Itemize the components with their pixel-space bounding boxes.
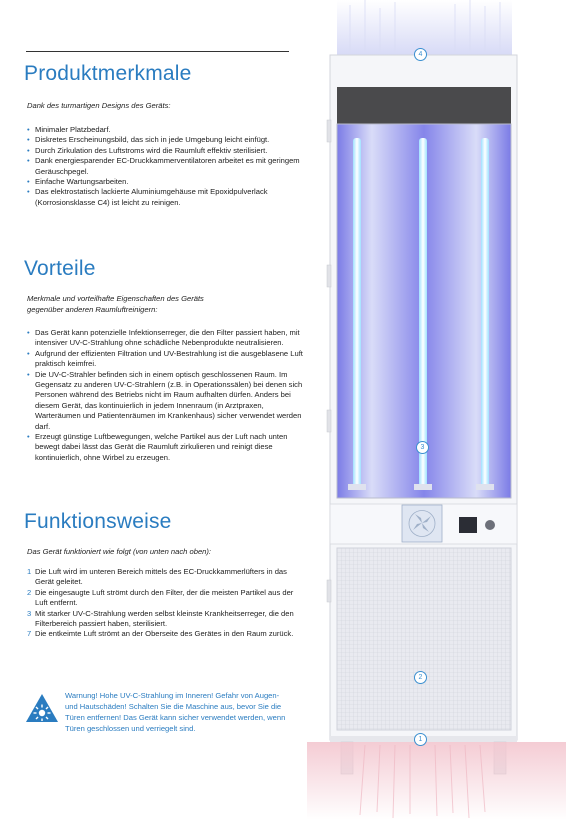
hinge: [327, 120, 331, 142]
advantages-title: Vorteile: [24, 257, 96, 280]
top-rule: [26, 51, 289, 52]
display-panel: [459, 517, 477, 533]
function-steps: [27, 567, 307, 640]
list-item: • Einfache Wartungsarbeiten.: [27, 177, 307, 187]
step-number: 2: [27, 587, 32, 597]
list-item: • Die UV-C-Strahler befinden sich in einem optisch geschlossenen Raum. Im Gegensatz zu anderen UV-C-Strahlern (z.B. in Operationssälen) bei denen sich Personen während des Betriebs nicht im Raum aufhalten dürfen. Anders bei diesem Gerät, das kontinuierlich in jedem Innenraum (in Arztpraxen, Warteräumen und Patientenräumen im Krankenhaus) sicher verwendet werden darf.: [27, 370, 307, 432]
list-item: • Dank energiesparender EC-Druckkammerventilatoren arbeitet es mit geringem Geräuschpegel.: [27, 156, 307, 177]
callout-badge: 2: [414, 671, 427, 684]
function-intro: Das Gerät funktioniert wie folgt (von unten nach oben):: [27, 547, 212, 556]
advantages-list: [27, 328, 307, 463]
hinge: [327, 410, 331, 432]
step-item: [27, 609, 307, 630]
hinge: [327, 265, 331, 287]
step-item: [27, 588, 307, 609]
hinge: [327, 580, 331, 602]
list-item: • Das elektrostatisch lackierte Aluminiumgehäuse mit Epoxidpulverlack (Korrosionsklasse C4) ist leicht zu reinigen.: [27, 187, 307, 208]
step-number: 3: [27, 608, 32, 618]
step-text: Die eingesaugte Luft strömt durch den Filter, der die meisten Partikel aus der Luft entfernt.: [35, 587, 294, 608]
list-item: • Aufgrund der effizienten Filtration und UV-Bestrahlung ist die ausgeblasene Luft praktisch keimfrei.: [27, 349, 307, 370]
step-text: Die entkeimte Luft strömt an der Oberseite des Gerätes in den Raum zurück.: [35, 629, 294, 639]
step-item: [27, 567, 307, 588]
step-text: Mit starker UV-C-Strahlung werden selbst kleinste Krankheitserreger, die den Filterbereich passiert haben, sterilisiert.: [35, 608, 294, 629]
advantages-intro: [27, 294, 297, 315]
list-item: • Erzeugt günstige Luftbewegungen, welche Partikel aus der Luft nach unten bewegt dabei lässt das Gerät die Raumluft zirkulieren und reinigt diese kontinuierlich, ohne Wirbel zu erzeugen.: [27, 432, 307, 463]
step-item: [27, 629, 307, 639]
warning-text: Warnung! Hohe UV-C-Strahlung im Inneren! Gefahr von Augen- und Hautschäden! Schalten Sie die Maschine aus, bevor Sie die Türen entfernen! Das Gerät kann sicher verwendet werden, wenn Türen geschlossen und verriegelt sind.: [65, 691, 286, 733]
callout-badge: 4: [414, 48, 427, 61]
list-item: • Minimaler Platzbedarf.: [27, 125, 307, 135]
list-item: • Durch Zirkulation des Luftstroms wird die Raumluft effektiv sterilisiert.: [27, 146, 307, 156]
list-item: • Das Gerät kann potenzielle Infektionserreger, die den Filter passiert haben, mit intensiver UV-C-Strahlung ohne schädliche Nebenprodukte neutralisieren.: [27, 328, 307, 349]
filter-panel: [337, 548, 511, 730]
list-item: • Diskretes Erscheinungsbild, das sich in jede Umgebung leicht einfügt.: [27, 135, 307, 145]
uv-warning-icon: [25, 693, 59, 723]
advantages-intro-line2: gegenüber anderen Raumluftreinigern:: [27, 304, 158, 314]
advantages-intro-line1: Merkmale und vorteilhafte Eigenschaften des Geräts: [27, 294, 204, 303]
top-outlet-panel: [337, 87, 511, 124]
features-list: [27, 125, 307, 208]
callout-badge: 1: [414, 733, 427, 746]
function-title: Funktionsweise: [24, 510, 172, 533]
features-title: Produktmerkmale: [24, 62, 192, 85]
air-purifier-illustration: [305, 0, 566, 820]
step-number: 1: [27, 567, 32, 576]
power-knob: [485, 520, 495, 530]
features-intro: Dank des turmartigen Designs des Geräts:: [27, 101, 171, 110]
fan-icon: [402, 505, 442, 542]
callout-badge: 3: [416, 441, 429, 454]
step-text: Die Luft wird im unteren Bereich mittels des EC-Druckkammerlüfters in das Gerät geleitet.: [35, 567, 287, 587]
step-number: 7: [27, 629, 32, 639]
